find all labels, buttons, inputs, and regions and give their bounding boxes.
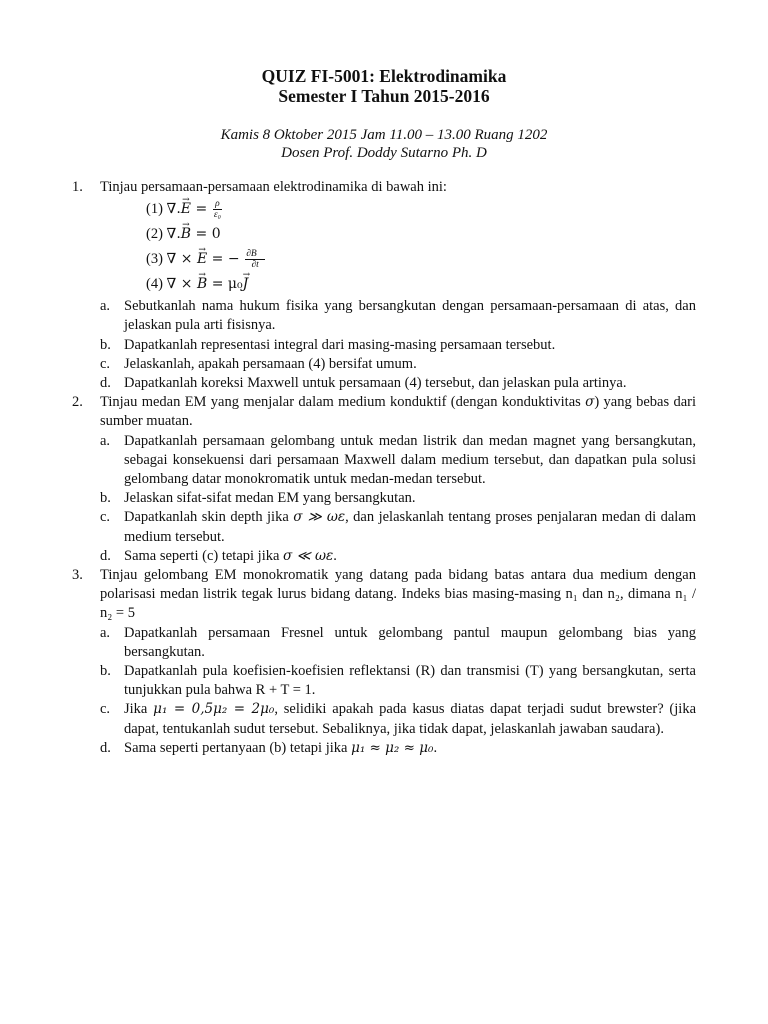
question-1a — [100, 297, 696, 335]
sigma-symbol: σ — [585, 394, 595, 411]
equation-label: (1) — [146, 201, 163, 218]
math-expression: μ₁ ≈ μ₂ ≈ μ₀ — [351, 739, 434, 756]
question-2d — [100, 547, 696, 566]
part-text: Jika μ₁ = 0,5μ₂ = 2μ₀, selidiki apakah pada kasus diatas dapat terjadi sudut brewster? (jika dapat, tentukanlah sudut tersebut. Sebaliknya, jika tidak dapat, jelaskanlah jawaban saudara). — [124, 701, 697, 737]
title-line-1: QUIZ FI-5001: Elektrodinamika — [261, 66, 507, 86]
vector-e: → E — [197, 247, 207, 272]
question-3c — [100, 700, 696, 738]
part-label: d. — [100, 739, 111, 756]
question-2 — [72, 393, 696, 566]
part-label: b. — [100, 663, 111, 680]
equation-label: (2) — [146, 226, 163, 243]
title-line-2: Semester I Tahun 2015-2016 — [278, 86, 490, 106]
math-expression: σ ≪ ωε — [283, 547, 334, 564]
part-label: c. — [100, 509, 111, 526]
quiz-title — [0, 66, 768, 106]
quiz-meta — [0, 126, 768, 162]
equation-label: (4) — [146, 276, 163, 293]
part-text: Jelaskan sifat-sifat medan EM yang bersangkutan. — [124, 490, 416, 507]
question-1b — [100, 336, 696, 355]
part-label: a. — [100, 624, 111, 641]
question-2a — [100, 432, 696, 490]
question-2b — [100, 489, 696, 508]
equation-3 — [146, 247, 696, 272]
part-text: Dapatkanlah persamaan Fresnel untuk gelombang pantul maupun gelombang bias yang bersangkutan. — [124, 624, 696, 660]
question-number: 1. — [72, 179, 83, 195]
question-1 — [72, 178, 696, 393]
part-label: c. — [100, 355, 111, 372]
part-label: c. — [100, 701, 111, 718]
math-expression: σ ≫ ωε — [293, 509, 346, 526]
equation-operator: ∇ × — [166, 276, 193, 293]
equation-operator: ∇. — [166, 226, 181, 243]
vector-b: → B — [197, 272, 207, 297]
question-2c — [100, 508, 696, 546]
part-text: Sebutkanlah nama hukum fisika yang bersangkutan dengan persamaan-persamaan di atas, dan jelaskan pula arti fisisnya. — [124, 298, 696, 334]
equation-list — [100, 197, 696, 297]
schedule-line: Kamis 8 Oktober 2015 Jam 11.00 – 13.00 Ruang 1202 — [220, 127, 548, 143]
part-text: Dapatkanlah pula koefisien-koefisien reflektansi (R) dan transmisi (T) yang bersangkutan, serta tunjukkan pula bahwa R + T = 1. — [124, 663, 696, 699]
equation-rhs: = 0 — [195, 226, 221, 243]
part-label: a. — [100, 432, 111, 449]
question-1d — [100, 374, 696, 393]
part-text: Dapatkanlah persamaan gelombang untuk medan listrik dan medan magnet yang bersangkutan, sebagai konsekuensi dari persamaan Maxwell dalam medium tersebut, dan dapatkan pula solusi gelombang datar monokromatik untuk medan-medan tersebut. — [124, 432, 696, 488]
equation-rhs: = − — [211, 251, 240, 268]
math-expression: μ₁ = 0,5μ₂ = 2μ₀ — [153, 701, 275, 718]
part-text: Sama seperti pertanyaan (b) tetapi jika μ₁ ≈ μ₂ ≈ μ₀. — [124, 739, 438, 756]
equation-rhs: = μ₀ — [211, 276, 243, 293]
equation-operator: ∇. — [166, 201, 181, 218]
part-label: b. — [100, 336, 111, 353]
question-3 — [72, 566, 696, 758]
equation-operator: ∇ × — [166, 251, 193, 268]
question-list — [72, 178, 696, 758]
question-text: Tinjau medan EM yang menjalar dalam medium konduktif (dengan konduktivitas σ) yang bebas dari sumber muatan. — [100, 394, 696, 430]
question-1c — [100, 355, 696, 374]
lecturer-line: Dosen Prof. Doddy Sutarno Ph. D — [281, 145, 487, 161]
part-label: d. — [100, 547, 111, 564]
question-3d — [100, 739, 696, 758]
part-text: Sama seperti (c) tetapi jika σ ≪ ωε. — [124, 547, 337, 564]
equation-rhs: = — [195, 201, 208, 218]
equation-1 — [146, 197, 696, 222]
part-text: Dapatkanlah representasi integral dari masing-masing persamaan tersebut. — [124, 336, 556, 353]
part-text: Dapatkanlah skin depth jika σ ≫ ωε, dan jelaskanlah tentang proses penjalaran medan di dalam medium tersebut. — [124, 509, 697, 545]
equation-label: (3) — [146, 251, 163, 268]
part-label: a. — [100, 298, 111, 315]
fraction-rho-epsilon: $\frac{\rho}{\text{ε₀}}$ — [213, 199, 221, 221]
fraction-dB-dt: $\frac{\partial B⃗}{\partial t}$ — [246, 249, 265, 271]
vector-e: → E — [181, 197, 191, 222]
question-text: Tinjau persamaan-persamaan elektrodinamika di bawah ini: — [100, 179, 447, 195]
vector-j: → J — [243, 272, 249, 297]
question-3b — [100, 662, 696, 700]
part-label: b. — [100, 490, 111, 507]
equation-2 — [146, 222, 696, 247]
part-text: Jelaskanlah, apakah persamaan (4) bersifat umum. — [124, 355, 417, 372]
question-3a — [100, 624, 696, 662]
part-label: d. — [100, 375, 111, 392]
equation-4 — [146, 272, 696, 297]
question-number: 2. — [72, 394, 83, 411]
question-text: Tinjau gelombang EM monokromatik yang datang pada bidang batas antara dua medium dengan polarisasi medan listrik tegak lurus bidang datang. Indeks bias masing-masing n₁ dan n₂, dimana n₁ / n₂ = 5 — [100, 567, 696, 622]
question-number: 3. — [72, 567, 83, 584]
part-text: Dapatkanlah koreksi Maxwell untuk persamaan (4) tersebut, dan jelaskan pula artinya. — [124, 375, 627, 392]
vector-b: → B — [181, 222, 191, 247]
